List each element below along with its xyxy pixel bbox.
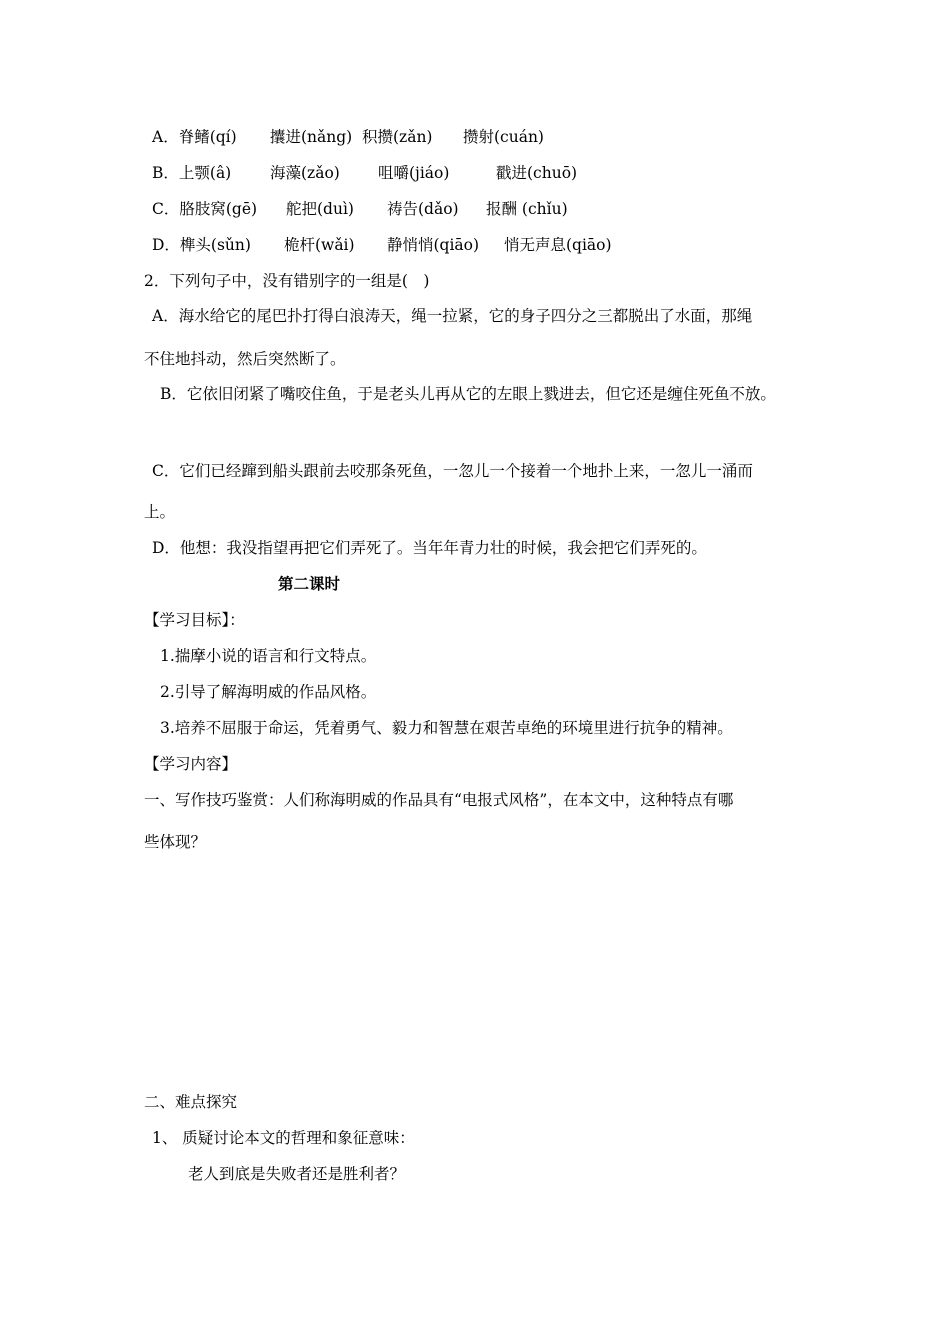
goals-heading: 【学习目标】： [144,611,245,629]
option-d-word-2: 桅杆(wǎi) [284,236,355,254]
question-2-stem: 2．下列句子中，没有错别字的一组是( ) [144,272,430,290]
section-2-question: 老人到底是失败者还是胜利者？ [188,1165,406,1183]
option-row-c [152,199,568,219]
section-1-line-2: 些体现？ [144,833,207,851]
content-heading: 【学习内容】 [144,755,238,773]
question-2-option-b: B．它依旧闭紧了嘴咬住鱼，于是老头儿再从它的左眼上戮进去，但它还是缠住死鱼不放。 [160,385,776,403]
section-1-line-1: 一、写作技巧鉴赏：人们称海明威的作品具有“电报式风格”，在本文中，这种特点有哪 [144,791,734,809]
goal-item-2: 2.引导了解海明威的作品风格。 [160,683,377,701]
option-d-word-3: 静悄悄(qiāo) [387,236,480,254]
option-a-word-2: 攮进(nǎng) [270,128,353,146]
option-c-word-2: 舵把(duì) [286,200,354,218]
option-row-d [152,235,612,255]
option-a-word-1: A．脊鳍(qí) [152,128,237,146]
option-row-a [152,127,544,147]
question-2-option-a-line-2: 不住地抖动，然后突然断了。 [144,350,346,368]
question-2-option-c-line-2: 上。 [144,503,176,521]
option-c-word-4: 报酬 (chǐu) [486,200,568,218]
question-2-option-d: D．他想：我没指望再把它们弄死了。当年年青力壮的时候，我会把它们弄死的。 [152,539,707,557]
question-2-option-a-line-1: A．海水给它的尾巴扑打得白浪涛天，绳一拉紧，它的身子四分之三都脱出了水面，那绳 [152,307,753,325]
option-b-word-4: 戳进(chuō) [496,164,578,182]
section-2-item-1: 1、 质疑讨论本文的哲理和象征意味： [152,1129,415,1147]
goal-item-1: 1.揣摩小说的语言和行文特点。 [160,647,377,665]
option-c-word-1: C．胳肢窝(gē) [152,200,258,218]
goal-item-3: 3.培养不屈服于命运，凭着勇气、毅力和智慧在艰苦卓绝的环境里进行抗争的精神。 [160,719,733,737]
section-2-heading: 二、难点探究 [144,1093,238,1111]
option-b-word-1: B．上颚(â) [152,164,232,182]
question-2-option-c-line-1: C．它们已经蹿到船头跟前去咬那条死鱼，一忽儿一个接着一个地扑上来，一忽儿一涌而 [152,462,753,480]
option-a-word-4: 攒射(cuán) [463,128,544,146]
option-row-b [152,163,577,183]
option-b-word-3: 咀嚼(jiáo) [378,164,450,182]
option-a-word-3: 积攒(zǎn) [362,128,433,146]
option-b-word-2: 海藻(zǎo) [270,164,340,182]
option-c-word-3: 祷告(dǎo) [387,200,459,218]
option-d-word-4: 悄无声息(qiāo) [504,236,612,254]
lesson-title: 第二课时 [278,574,341,593]
option-d-word-1: D．榫头(sǔn) [152,236,251,254]
